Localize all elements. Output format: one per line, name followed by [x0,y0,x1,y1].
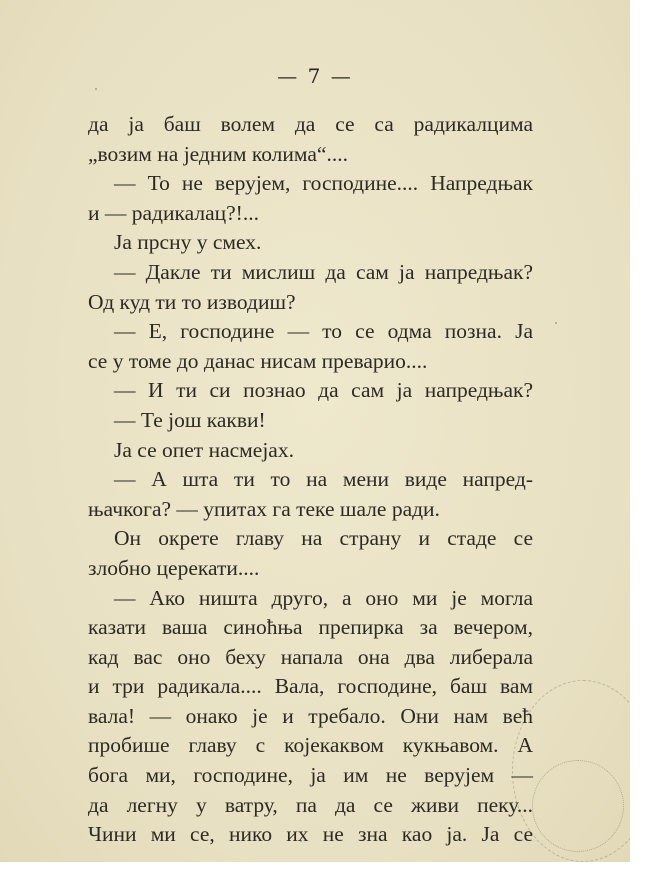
text-line: — Те још какви! [114,407,266,432]
text-line: — Е, господине — то се одма позна. Ја [114,319,533,344]
page-number: — 7 — [277,64,353,88]
scan-margin-bottom [0,862,651,869]
library-stamp-inner [532,760,624,852]
text-line: „возим на једним колима“.... [88,141,348,166]
text-line: кад вас оно беху напала она два либерала [88,644,533,669]
text-line: бога ми, господине, ја им не верујем — [88,763,533,788]
body-text [88,110,533,850]
text-line: пробише главу с којекаквом кукњавом. А [88,733,533,758]
text-line: — То не верујем, господине.... Напредњак [114,171,533,196]
text-line: — Ако ништа друго, а оно ми је могла [114,585,533,610]
text-line: — Дакле ти мислиш да сам ја напредњак? [114,259,533,284]
text-line: Од куд ти то изводиш? [88,289,296,314]
paper-speck [555,322,557,324]
text-line: казати ваша синоћња препирка за вечером, [88,615,533,640]
text-line: злобно церекати.... [88,555,260,580]
text-line: и — радикалац?!... [88,200,259,225]
text-line: њачкога? — упитах га теке шале ради. [88,496,440,521]
text-line: Чини ми се, нико их не зна као ја. Ја се [88,822,533,847]
scan-margin-right [630,0,651,869]
text-line: да легну у ватру, па да се живи пеку... [88,792,533,817]
text-line: да ја баш волем да се са радикалцима [88,112,533,136]
paper-speck [300,840,302,842]
text-line: се у томе до данас нисам преварио.... [88,348,428,373]
text-line: — А шта ти то на мени виде напред- [114,467,533,492]
text-line: — И ти си познао да сам ја напредњак? [114,378,533,403]
text-line: Ја прсну у смех. [114,230,262,255]
text-line: Ја се опет насмејах. [114,437,294,462]
text-line: Он окрете главу на страну и стаде се [114,526,533,551]
text-line: и три радикала.... Вала, господине, баш вам [88,674,533,699]
text-line: вала! — онако је и требало. Они нам већ [88,703,533,728]
paper-speck [95,88,97,90]
